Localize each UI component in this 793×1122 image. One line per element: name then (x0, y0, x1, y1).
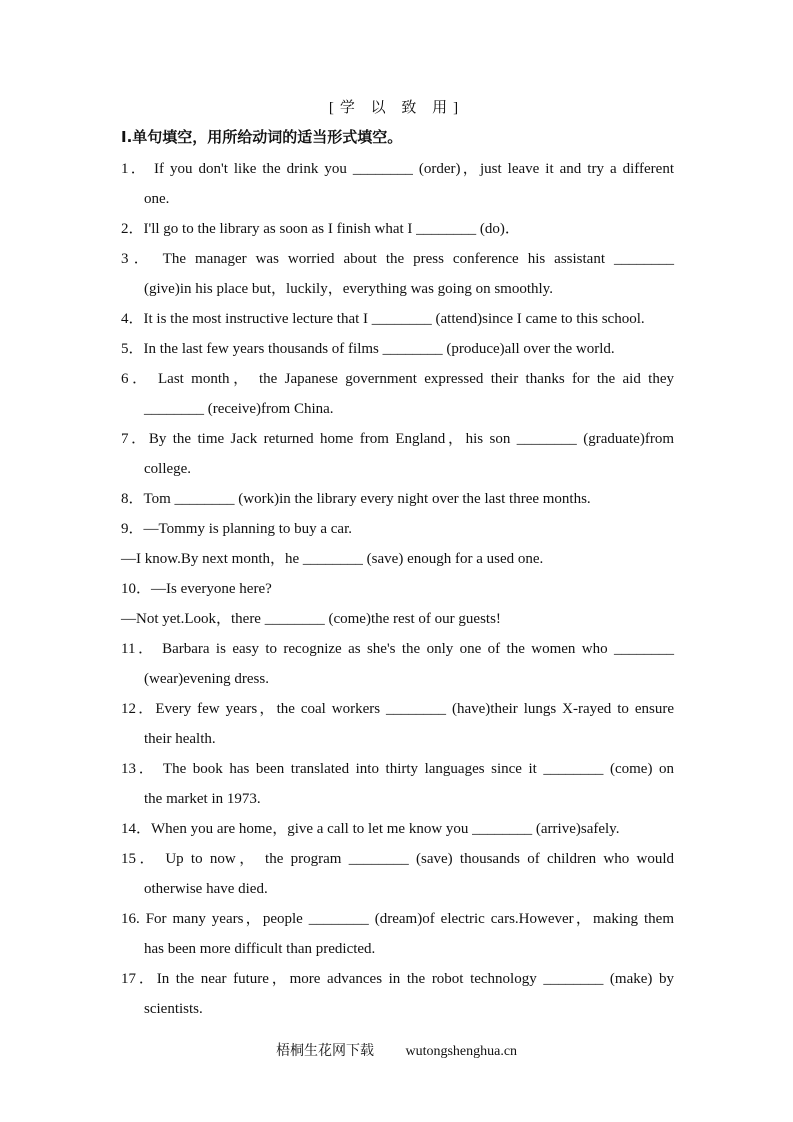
question-line: scientists. (144, 1001, 203, 1017)
question-item (121, 364, 674, 424)
question-item (121, 964, 674, 1024)
question-item (121, 544, 674, 574)
footer-site-url: wutongshenghua.cn (405, 1044, 518, 1059)
question-item (121, 844, 674, 904)
question-item (121, 514, 674, 544)
question-item (121, 574, 674, 604)
question-line: —I know.By next month，he ________ (save) enough for a used one. (121, 551, 544, 567)
question-line: 16. For many years，people ________ (dream)of electric cars.However，making them (121, 911, 674, 927)
question-line: 11． Barbara is easy to recognize as she's the only one of the women who ________ (121, 641, 674, 657)
footer-site-name: 梧桐生花网下载 (275, 1044, 374, 1059)
question-line: otherwise have died. (144, 881, 268, 897)
question-item (121, 154, 674, 214)
question-line: —Not yet.Look，there ________ (come)the rest of our guests! (121, 611, 501, 627)
question-line: 14．When you are home，give a call to let me know you ________ (arrive)safely. (121, 821, 620, 837)
question-line: 5．In the last few years thousands of films ________ (produce)all over the world. (121, 341, 615, 357)
question-item (121, 304, 674, 334)
question-line: 4．It is the most instructive lecture that I ________ (attend)since I came to this school. (121, 311, 645, 327)
question-line: 7．By the time Jack returned home from England，his son ________ (graduate)from (121, 431, 674, 447)
question-line: college. (144, 461, 192, 477)
question-line: has been more difficult than predicted. (144, 941, 376, 957)
question-line: (wear)evening dress. (144, 671, 269, 687)
question-item (121, 904, 674, 964)
question-item (121, 694, 674, 754)
question-line: ________ (receive)from China. (144, 401, 334, 417)
question-line: 8．Tom ________ (work)in the library every night over the last three months. (121, 491, 591, 507)
question-line: one. (144, 191, 170, 207)
question-item (121, 334, 674, 364)
question-item (121, 814, 674, 844)
question-line: 10．—Is everyone here? (121, 581, 272, 597)
question-item (121, 634, 674, 694)
question-line: 13． The book has been translated into thirty languages since it ________ (come) on (121, 761, 674, 777)
footer (0, 1040, 793, 1060)
question-line: 3． The manager was worried about the press conference his assistant ________ (121, 251, 674, 267)
question-line: 12．Every few years，the coal workers ________ (have)their lungs X-rayed to ensure (121, 701, 674, 717)
question-line: (give)in his place but，luckily，everything was going on smoothly. (144, 281, 553, 297)
section-heading: Ⅰ.单句填空，用所给动词的适当形式填空。 (121, 128, 403, 146)
question-item (121, 604, 674, 634)
question-line: 15． Up to now， the program ________ (save) thousands of children who would (121, 851, 674, 867)
question-item (121, 424, 674, 484)
question-line: 6． Last month， the Japanese government expressed their thanks for the aid they (121, 371, 674, 387)
question-line: the market in 1973. (144, 791, 261, 807)
question-list (121, 154, 674, 1024)
question-item (121, 484, 674, 514)
question-item (121, 214, 674, 244)
question-line: 1． If you don't like the drink you ________ (order)，just leave it and try a different (121, 161, 674, 177)
page-title: [学 以 致 用] (328, 100, 465, 116)
question-line: 9．—Tommy is planning to buy a car. (121, 521, 353, 537)
question-item (121, 754, 674, 814)
question-line: 2．I'll go to the library as soon as I finish what I ________ (do)． (121, 221, 520, 237)
question-item (121, 244, 674, 304)
question-line: 17．In the near future，more advances in the robot technology ________ (make) by (121, 971, 674, 987)
question-line: their health. (144, 731, 216, 747)
